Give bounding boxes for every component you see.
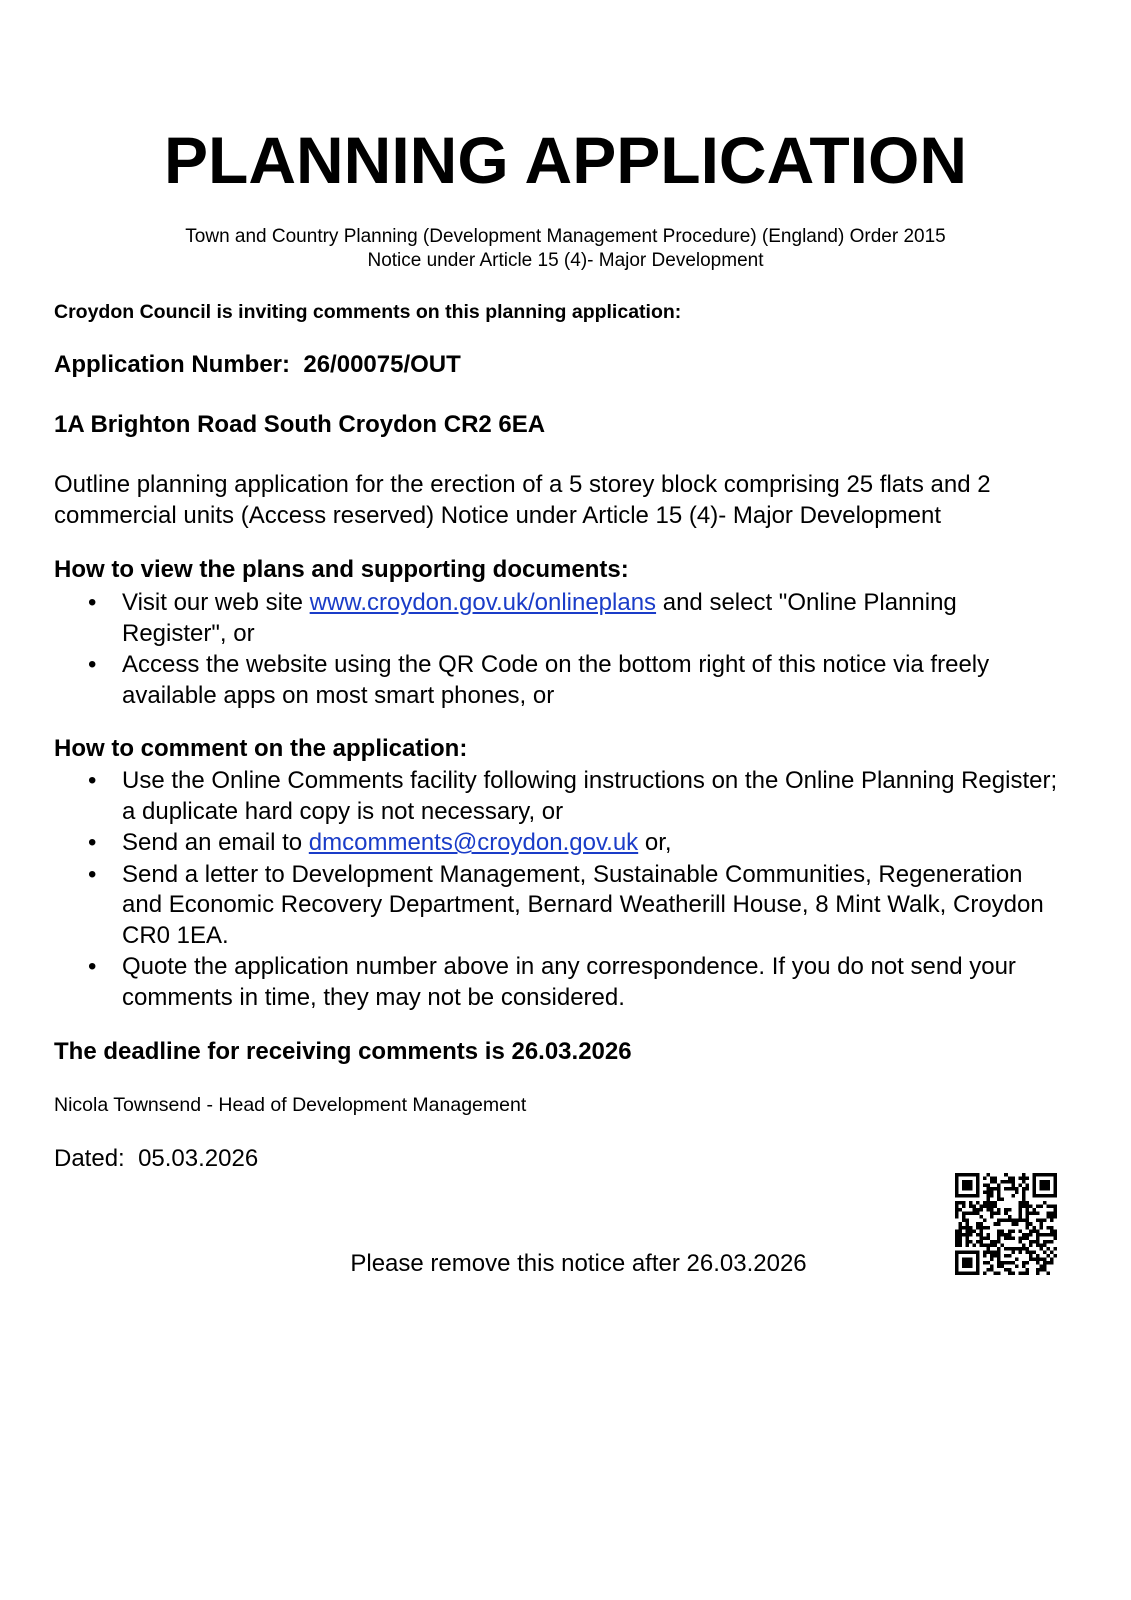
view-heading: How to view the plans and supporting documents: (54, 556, 629, 583)
application-number (54, 350, 461, 380)
notice-type-line: Notice under Article 15 (4)- Major Development (367, 250, 764, 271)
site-address: 1A Brighton Road South Croydon CR2 6EA (54, 411, 546, 438)
comment-heading: How to comment on the application: (54, 735, 468, 762)
proposal-description: Outline planning application for the erection of a 5 storey block comprising 25 flats and 2 commercial units (Access reserved) Notice under Article 15 (4)- Major Development (54, 471, 991, 529)
comment-list (54, 766, 1064, 1014)
intro-text: Croydon Council is inviting comments on this planning application: (54, 301, 682, 323)
view-list (54, 588, 1064, 712)
application-number-label: Application Number: (54, 351, 291, 378)
remove-notice: Please remove this notice after 26.03.2026 (350, 1250, 807, 1277)
bullet-icon: • (88, 767, 97, 794)
list-item: • Use the Online Comments facility following instructions on the Online Planning Register; a duplicate hard copy is not necessary, or (88, 767, 1058, 825)
qr-modules (955, 1173, 1057, 1275)
signatory: Nicola Townsend - Head of Development Management (54, 1094, 527, 1116)
deadline: The deadline for receiving comments is 26.03.2026 (54, 1038, 632, 1065)
page-title: PLANNING APPLICATION (164, 123, 967, 197)
application-number-value: 26/00075/OUT (303, 351, 461, 378)
list-item: • Access the website using the QR Code on the bottom right of this notice via freely available apps on most smart phones, or (88, 651, 990, 709)
list-item: • Send an email to dmcomments@croydon.gov.uk or, (54, 828, 1064, 859)
list-item: • Visit our web site www.croydon.gov.uk/onlineplans and select "Online Planning Register", or (88, 589, 957, 647)
list-item: • Quote the application number above in any correspondence. If you do not send your comments in time, they may not be considered. (88, 953, 1016, 1011)
online-plans-link[interactable]: www.croydon.gov.uk/onlineplans (309, 589, 657, 616)
bullet-icon: • (88, 651, 97, 678)
bullet-icon: • (88, 860, 97, 888)
bullet-icon: • (88, 829, 97, 856)
list-item: • Send a letter to Development Management, Sustainable Communities, Regeneration and Economic Recovery Department, Bernard Weatherill House, 8 Mint Walk, Croydon CR0 1EA. (88, 860, 1044, 949)
bullet-icon: • (88, 953, 97, 980)
legislation-line: Town and Country Planning (Development Management Procedure) (England) Order 2015 (185, 226, 946, 247)
bullet-icon: • (88, 589, 97, 616)
email-link[interactable]: dmcomments@croydon.gov.uk (308, 829, 639, 856)
qr-code[interactable] (955, 1173, 1057, 1275)
dated: Dated: 05.03.2026 (54, 1145, 259, 1172)
